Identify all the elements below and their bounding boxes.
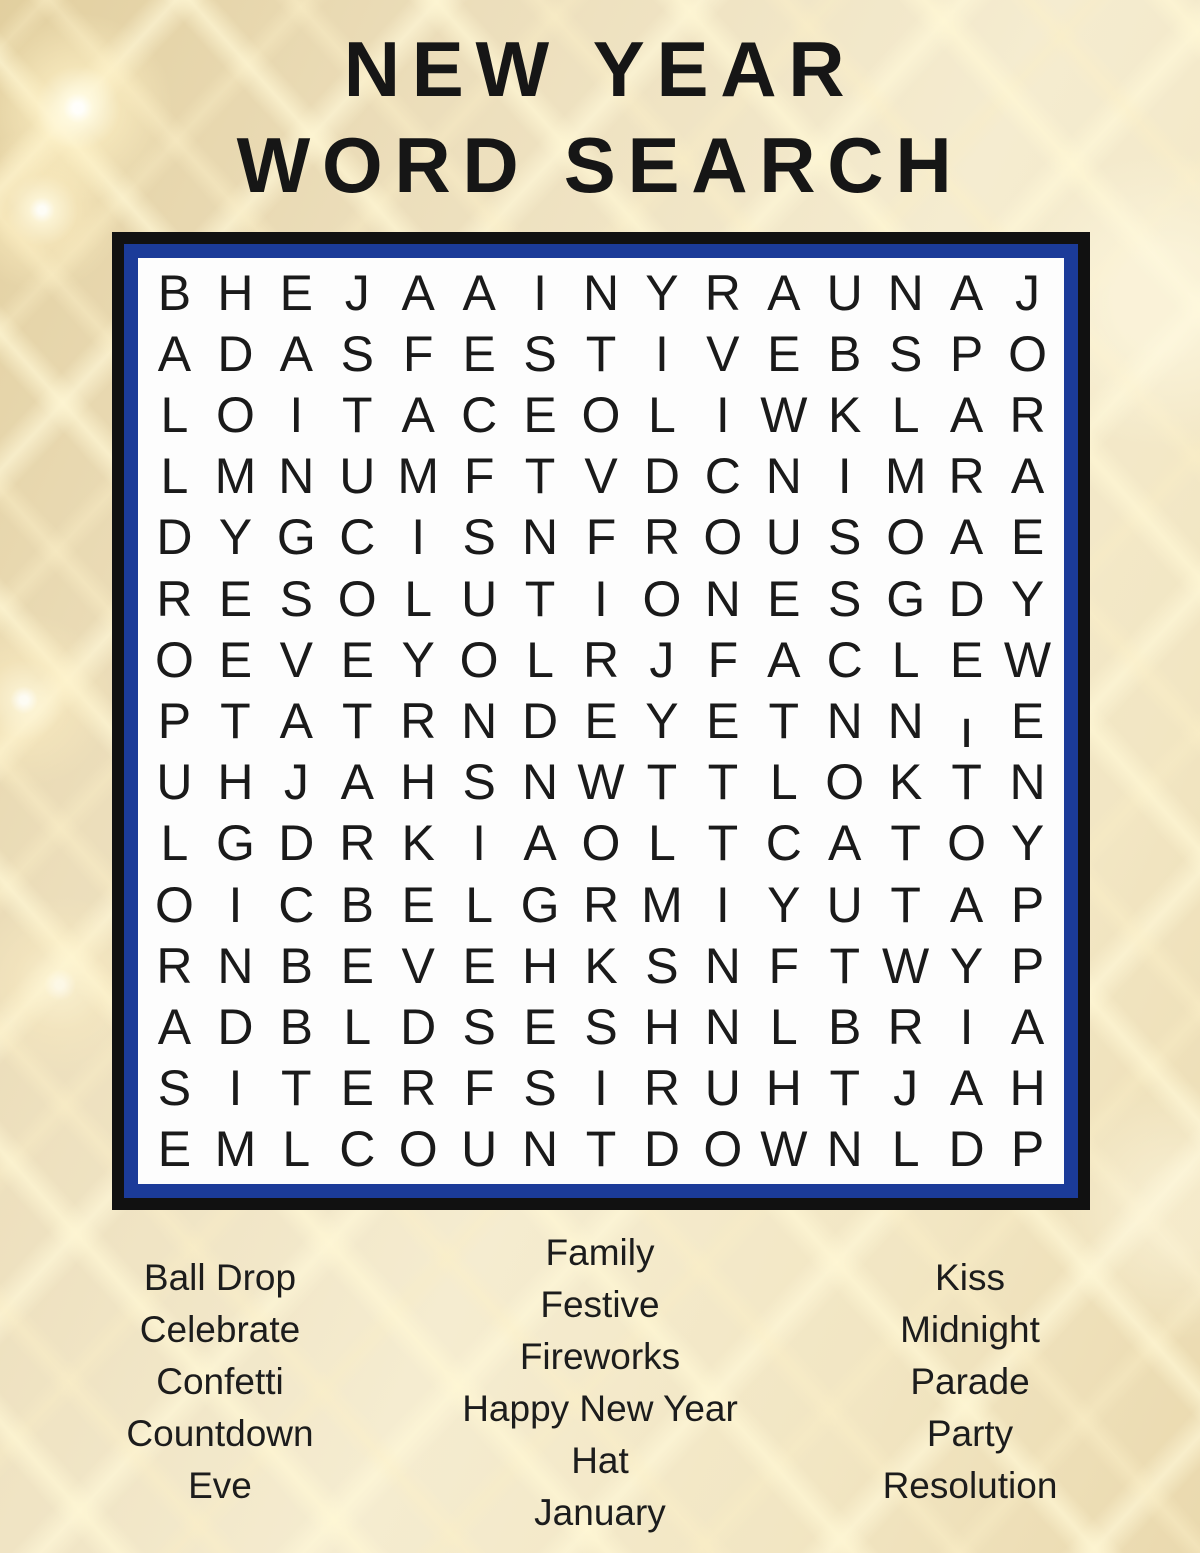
grid-cell: W	[882, 937, 930, 994]
grid-cell: E	[157, 1121, 192, 1178]
grid-cell: L	[404, 570, 433, 627]
grid-cell: E	[1010, 509, 1045, 566]
grid-cell: K	[584, 937, 618, 994]
grid-cell: I	[228, 876, 243, 933]
letter-grid	[138, 258, 1064, 1184]
grid-cell: I	[289, 386, 304, 443]
grid-cell: O	[703, 1121, 743, 1178]
grid-cell: L	[769, 998, 798, 1055]
grid-cell: A	[949, 876, 984, 933]
grid-cell: N	[826, 692, 863, 749]
grid-cell: R	[887, 998, 924, 1055]
grid-cell: R	[156, 570, 193, 627]
grid-cell: A	[949, 509, 984, 566]
grid-cell: E	[949, 631, 984, 688]
grid-cell: N	[704, 937, 741, 994]
grid-cell: B	[279, 998, 313, 1055]
word-item: Family	[545, 1232, 655, 1273]
grid-cell: N	[522, 509, 559, 566]
grid-cell: A	[949, 264, 984, 321]
grid-cell: D	[278, 815, 315, 872]
grid-cell: C	[704, 448, 741, 505]
grid-cell: K	[888, 754, 923, 811]
grid-cell: A	[949, 386, 984, 443]
grid-cell: D	[643, 1121, 680, 1178]
grid-cell: L	[465, 876, 494, 933]
grid-cell: E	[523, 998, 557, 1055]
word-list-column-1	[50, 1252, 390, 1512]
word-item: Kiss	[935, 1257, 1005, 1298]
grid-cell: M	[214, 1121, 257, 1178]
grid-cell: O	[398, 1121, 438, 1178]
grid-cell: N	[704, 998, 741, 1055]
grid-cell: O	[155, 631, 194, 688]
grid-cell: L	[282, 1121, 311, 1178]
grid-cell: G	[276, 509, 316, 566]
grid-cell: U	[156, 754, 193, 811]
word-list-column-2	[370, 1227, 830, 1539]
grid-cell: A	[157, 325, 192, 382]
grid-cell: E	[340, 631, 374, 688]
grid-cell: Y	[949, 937, 984, 994]
word-item: Ball Drop	[143, 1257, 297, 1298]
grid-cell: R	[339, 815, 376, 872]
grid-cell: P	[1010, 1121, 1045, 1178]
grid-cell: S	[340, 325, 374, 382]
grid-cell: M	[214, 448, 257, 505]
grid-cell: U	[339, 448, 376, 505]
grid-cell: A	[340, 754, 374, 811]
grid-cell: L	[343, 998, 372, 1055]
grid-cell: H	[765, 1060, 802, 1117]
grid-cell: S	[888, 325, 923, 382]
grid-cell: L	[891, 631, 920, 688]
word-list-column-3	[790, 1252, 1150, 1512]
grid-cell: K	[828, 386, 862, 443]
grid-cell: V	[706, 325, 740, 382]
grid-cell: P	[157, 692, 192, 749]
grid-cell: B	[828, 325, 862, 382]
grid-cell: O	[886, 509, 926, 566]
grid-cell: I	[472, 815, 487, 872]
grid-cell: F	[463, 1060, 495, 1117]
grid-cell: S	[462, 754, 496, 811]
grid-cell: P	[949, 325, 984, 382]
grid-cell: R	[1009, 386, 1046, 443]
word-item: Hat	[571, 1440, 629, 1481]
grid-cell: N	[522, 1121, 559, 1178]
title-line-1: NEW YEAR	[343, 25, 857, 113]
grid-cell: U	[461, 1121, 498, 1178]
grid-cell: E	[767, 570, 801, 627]
grid-cell: A	[157, 998, 192, 1055]
grid-cell: N	[887, 692, 924, 749]
grid-cell: E	[218, 631, 253, 688]
grid-cell: K	[401, 815, 435, 872]
grid-cell: D	[522, 692, 559, 749]
grid-cell: G	[886, 570, 926, 627]
grid-cell: C	[826, 631, 863, 688]
grid-cell: C	[278, 876, 315, 933]
grid-cell: J	[649, 631, 675, 688]
grid-cell: H	[643, 998, 680, 1055]
grid-cell: J	[1015, 264, 1041, 321]
grid-cell: P	[1010, 937, 1045, 994]
grid-cell: M	[641, 876, 683, 933]
grid-cell: N	[278, 448, 315, 505]
grid-cell: A	[279, 325, 313, 382]
grid-cell: N	[704, 570, 741, 627]
grid-cell: I	[594, 570, 608, 627]
grid-cell: L	[891, 1121, 920, 1178]
grid-cell: U	[461, 570, 498, 627]
grid-cell: W	[760, 1121, 808, 1178]
grid-cell: N	[1009, 754, 1046, 811]
grid-cell: I	[715, 876, 730, 933]
grid-cell: L	[526, 631, 554, 688]
grid-cell: R	[643, 1060, 680, 1117]
page-title	[0, 21, 1200, 213]
grid-cell: R	[400, 1060, 437, 1117]
grid-cell: D	[400, 998, 437, 1055]
grid-cell: W	[1003, 631, 1052, 688]
grid-cell: O	[947, 815, 987, 872]
word-item: Eve	[188, 1465, 252, 1506]
grid-cell: I	[228, 1060, 243, 1117]
grid-cell: R	[582, 876, 620, 933]
grid-cell: S	[584, 998, 618, 1055]
grid-cell: O	[337, 570, 377, 627]
grid-cell: O	[581, 815, 621, 872]
grid-cell: D	[643, 448, 680, 505]
grid-cell: N	[582, 264, 620, 321]
grid-cell: N	[522, 754, 559, 811]
grid-cell: I	[715, 386, 730, 443]
grid-cell: T	[890, 815, 921, 872]
grid-cell: O	[1008, 325, 1047, 382]
word-item: Party	[926, 1413, 1014, 1454]
grid-cell: T	[524, 448, 556, 505]
word-item: Countdown	[126, 1413, 314, 1454]
grid-cell: I	[959, 710, 974, 756]
grid-cell: Y	[767, 876, 801, 933]
grid-cell: T	[585, 1121, 617, 1178]
grid-cell: A	[401, 264, 435, 321]
grid-cell: A	[279, 692, 313, 749]
grid-cell: F	[768, 937, 800, 994]
grid-cell: A	[462, 264, 496, 321]
grid-cell: U	[826, 876, 863, 933]
word-item: Resolution	[882, 1465, 1058, 1506]
grid-cell: D	[156, 509, 193, 566]
word-item: Midnight	[900, 1309, 1040, 1350]
grid-cell: O	[703, 509, 743, 566]
grid-cell: R	[643, 509, 680, 566]
grid-cell: Y	[645, 692, 679, 749]
grid-cell: E	[462, 325, 496, 382]
grid-cell: I	[411, 509, 426, 566]
grid-cell: S	[523, 1060, 557, 1117]
grid-cell: T	[524, 570, 556, 627]
grid-cell: V	[401, 937, 435, 994]
grid-cell: D	[217, 325, 254, 382]
grid-cell: S	[828, 570, 862, 627]
title-line-2: WORD SEARCH	[236, 121, 964, 209]
grid-cell: T	[768, 692, 800, 749]
grid-cell: E	[706, 692, 740, 749]
grid-cell: J	[344, 264, 370, 321]
grid-cell: L	[648, 386, 676, 443]
grid-cell: A	[767, 264, 801, 321]
grid-cell: B	[279, 937, 313, 994]
grid-cell: C	[461, 386, 498, 443]
grid-cell: T	[829, 937, 860, 994]
grid-cell: G	[520, 876, 560, 933]
grid-cell: R	[582, 631, 620, 688]
grid-cell: E	[584, 692, 618, 749]
grid-cell: U	[704, 1060, 741, 1117]
word-item: Festive	[540, 1284, 660, 1325]
grid-cell: H	[217, 754, 254, 811]
grid-cell: T	[341, 692, 373, 749]
grid-cell: H	[522, 937, 559, 994]
grid-cell: I	[594, 1060, 608, 1117]
grid-cell: L	[160, 448, 189, 505]
grid-cell: N	[217, 937, 254, 994]
grid-cell: A	[401, 386, 435, 443]
grid-cell: O	[215, 386, 255, 443]
grid-cell: T	[646, 754, 678, 811]
grid-cell: T	[707, 754, 739, 811]
grid-cell: Y	[645, 264, 679, 321]
grid-cell: B	[340, 876, 374, 933]
grid-cell: E	[401, 876, 435, 933]
grid-cell: C	[339, 1121, 376, 1178]
grid-cell: N	[826, 1121, 863, 1178]
word-item: January	[534, 1492, 666, 1533]
grid-cell: T	[951, 754, 982, 811]
grid-cell: S	[523, 325, 557, 382]
grid-cell: I	[837, 448, 852, 505]
grid-cell: M	[397, 448, 440, 505]
grid-cell: Y	[401, 631, 435, 688]
grid-cell: S	[645, 937, 679, 994]
grid-cell: E	[462, 937, 496, 994]
grid-cell: M	[884, 448, 927, 505]
grid-cell: L	[160, 386, 189, 443]
grid-cell: T	[341, 386, 373, 443]
grid-cell: C	[765, 815, 802, 872]
grid-cell: H	[1009, 1060, 1046, 1117]
grid-cell: Y	[218, 509, 253, 566]
grid-cell: F	[402, 325, 434, 382]
grid-cell: A	[1010, 998, 1045, 1055]
grid-cell: F	[463, 448, 495, 505]
grid-cell: Y	[1010, 815, 1045, 872]
grid-cell: H	[217, 264, 254, 321]
grid-cell: E	[523, 386, 557, 443]
grid-cell: N	[887, 264, 924, 321]
grid-cell: O	[642, 570, 682, 627]
word-item: Parade	[910, 1361, 1030, 1402]
grid-cell: I	[654, 325, 669, 382]
grid-cell: F	[585, 509, 617, 566]
grid-cell: A	[767, 631, 801, 688]
grid-cell: E	[279, 264, 313, 321]
grid-cell: S	[279, 570, 313, 627]
grid-cell: D	[948, 570, 985, 627]
grid-cell: I	[533, 264, 548, 321]
grid-cell: W	[760, 386, 808, 443]
grid-cell: V	[584, 448, 618, 505]
grid-cell: E	[340, 937, 374, 994]
grid-cell: J	[893, 1060, 919, 1117]
grid-cell: R	[156, 937, 193, 994]
grid-cell: P	[1010, 876, 1045, 933]
grid-cell: R	[400, 692, 437, 749]
grid-cell: S	[157, 1060, 192, 1117]
grid-cell: L	[648, 815, 676, 872]
grid-cell: T	[220, 692, 251, 749]
grid-cell: A	[1010, 448, 1045, 505]
grid-cell: B	[828, 998, 862, 1055]
grid-cell: Y	[1010, 570, 1045, 627]
grid-cell: L	[769, 754, 798, 811]
grid-cell: N	[765, 448, 802, 505]
grid-cell: T	[281, 1060, 312, 1117]
grid-cell: W	[577, 754, 625, 811]
grid-cell: O	[155, 876, 194, 933]
grid-cell: E	[218, 570, 253, 627]
grid-cell: V	[279, 631, 313, 688]
grid-cell: E	[1010, 692, 1045, 749]
grid-cell: I	[959, 998, 974, 1055]
grid-cell: O	[459, 631, 499, 688]
grid-cell: T	[890, 876, 921, 933]
grid-cell: H	[400, 754, 437, 811]
grid-cell: G	[215, 815, 255, 872]
grid-cell: A	[523, 815, 557, 872]
grid-cell: B	[157, 264, 192, 321]
grid-cell: D	[217, 998, 254, 1055]
grid-cell: E	[340, 1060, 374, 1117]
grid-cell: E	[767, 325, 801, 382]
grid-cell: J	[283, 754, 309, 811]
grid-cell: D	[948, 1121, 985, 1178]
word-item: Confetti	[156, 1361, 284, 1402]
grid-cell: R	[948, 448, 985, 505]
grid-cell: N	[461, 692, 498, 749]
grid-cell: L	[891, 386, 920, 443]
grid-cell: A	[828, 815, 862, 872]
grid-cell: O	[825, 754, 865, 811]
grid-cell: U	[765, 509, 802, 566]
grid-cell: O	[581, 386, 621, 443]
grid-cell: S	[462, 509, 496, 566]
grid-cell: S	[828, 509, 862, 566]
grid-cell: R	[704, 264, 741, 321]
grid-cell: S	[462, 998, 496, 1055]
grid-cell: C	[339, 509, 376, 566]
grid-cell: F	[707, 631, 739, 688]
grid-cell: U	[826, 264, 863, 321]
word-item: Happy New Year	[462, 1388, 738, 1429]
grid-cell: A	[949, 1060, 984, 1117]
grid-cell: T	[707, 815, 739, 872]
word-item: Celebrate	[139, 1309, 301, 1350]
puzzle-frame	[112, 232, 1090, 1210]
grid-cell: T	[585, 325, 617, 382]
grid-cell: L	[160, 815, 189, 872]
word-item: Fireworks	[519, 1336, 681, 1377]
grid-cell: T	[829, 1060, 860, 1117]
